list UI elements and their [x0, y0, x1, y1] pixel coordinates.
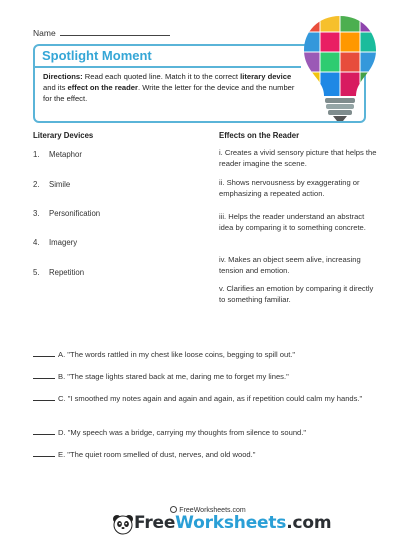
device-label: Simile: [49, 180, 71, 189]
device-label: Repetition: [49, 268, 85, 277]
directions-part-1: Read each quoted line. Match it to the correct: [82, 72, 241, 81]
device-number: 5.: [33, 268, 40, 277]
device-item: [33, 180, 70, 189]
device-item: [33, 209, 100, 218]
device-number: 4.: [33, 238, 40, 247]
effects-heading: Effects on the Reader: [219, 131, 300, 140]
directions-part-3: . Write the letter for the device and the number for the effect.: [43, 83, 295, 104]
effect-item: v. Clarifies an emotion by comparing it directly to something familiar.: [219, 284, 374, 305]
device-item: [33, 150, 82, 159]
name-label: Name: [33, 28, 56, 38]
footer-url-text: FreeWorksheets.com: [179, 507, 246, 514]
copyright-icon: [170, 506, 177, 513]
directions-part-2: and its: [43, 83, 68, 93]
puzzle-lightbulb-icon: [300, 12, 380, 122]
question-text: A. "The words rattled in my chest like loose coins, begging to spill out.": [58, 350, 296, 359]
device-number: 3.: [33, 209, 40, 218]
answer-blank[interactable]: [33, 371, 55, 379]
brand-free: Free: [134, 513, 176, 533]
name-field: [33, 27, 170, 38]
effect-item: i. Creates a vivid sensory picture that helps the reader imagine the scene.: [219, 148, 377, 169]
effect-item: ii. Shows nervousness by exaggerating or emphasizing a repeated action.: [219, 178, 360, 199]
effect-item: iii. Helps the reader understand an abstract idea by comparing it to something concrete.: [219, 212, 366, 233]
question-text: C. "I smoothed my notes again and again and again, as if repetition could calm my hands.": [58, 394, 363, 403]
directions-lead: Directions:: [43, 72, 83, 81]
question-text: D. "My speech was a bridge, carrying my thoughts from silence to sound.": [58, 428, 307, 437]
question-item: [33, 427, 388, 439]
worksheet-title: Spotlight Moment: [42, 48, 152, 63]
directions-text: [43, 71, 298, 105]
device-number: 2.: [33, 180, 40, 189]
answer-blank[interactable]: [33, 449, 55, 457]
question-text: B. "The stage lights stared back at me, daring me to forget my lines.": [58, 372, 289, 381]
brand-worksheets: Worksheets: [175, 513, 287, 533]
devices-heading: Literary Devices: [33, 131, 94, 140]
question-item: [33, 393, 388, 405]
question-item: [33, 449, 388, 461]
answer-blank[interactable]: [33, 427, 55, 435]
directions-device: literary device: [240, 72, 292, 81]
device-label: Personification: [49, 209, 101, 218]
answer-blank[interactable]: [33, 393, 55, 401]
panda-logo-icon: [112, 513, 134, 535]
answer-blank[interactable]: [33, 349, 55, 357]
device-number: 1.: [33, 150, 40, 159]
question-item: [33, 371, 388, 383]
brand-com: .com: [286, 513, 332, 533]
device-item: [33, 268, 84, 277]
device-label: Imagery: [49, 238, 78, 247]
device-label: Metaphor: [49, 150, 82, 159]
effect-item: iv. Makes an object seem alive, increasing tension and emotion.: [219, 255, 361, 276]
title-divider: [35, 66, 301, 68]
directions-effect: effect on the reader: [67, 83, 138, 93]
footer-brand: [134, 513, 331, 533]
name-line[interactable]: [60, 27, 170, 36]
question-text: E. "The quiet room smelled of dust, nerves, and old wood.": [58, 450, 256, 459]
device-item: [33, 238, 77, 247]
question-item: [33, 349, 388, 361]
